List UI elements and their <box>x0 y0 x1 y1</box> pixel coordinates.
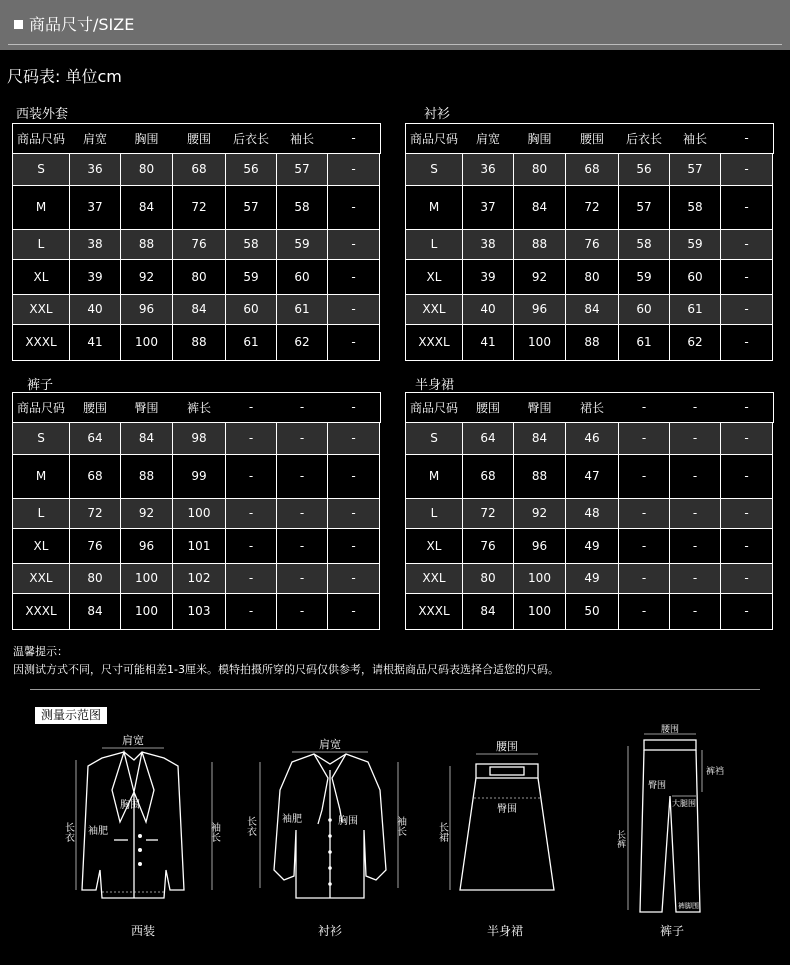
table-cell: 56 <box>619 153 670 185</box>
shirt-shoulder-label: 肩宽 <box>319 738 341 751</box>
table-row <box>13 593 380 629</box>
table-cell: 84 <box>70 593 121 629</box>
table-cell: 80 <box>70 563 121 593</box>
square-bullet-icon <box>14 20 23 29</box>
column-header: - <box>692 400 698 415</box>
table-cell: 88 <box>566 324 619 360</box>
table-row <box>13 454 380 498</box>
table-row <box>13 528 380 563</box>
table-cell: 99 <box>173 454 226 498</box>
table-cell: 84 <box>173 294 226 324</box>
table-cell: 84 <box>121 185 173 229</box>
shirt-chest-label: 胸围 <box>338 816 358 827</box>
table-cell: - <box>277 422 328 454</box>
pants-rise-label: 裤裆 <box>706 767 725 777</box>
table-cell: 72 <box>566 185 619 229</box>
table-cell: 58 <box>277 185 328 229</box>
table-cell: 60 <box>619 294 670 324</box>
caption-suit: 西装 <box>131 924 156 938</box>
table-cell: - <box>328 454 380 498</box>
table-cell: 80 <box>566 259 619 294</box>
table-cell: 61 <box>670 294 721 324</box>
pants-hip-label: 臀围 <box>648 781 667 791</box>
table-cell: - <box>670 454 721 498</box>
table-cell: 100 <box>514 593 566 629</box>
table-cell: 84 <box>121 422 173 454</box>
table-cell: 96 <box>514 528 566 563</box>
table-cell: 80 <box>514 153 566 185</box>
section-title-text: 商品尺寸/SIZE <box>29 15 135 34</box>
column-header: 肩宽 <box>475 131 500 146</box>
table-cell: 68 <box>566 153 619 185</box>
table-row <box>13 498 380 528</box>
table-cell: 60 <box>670 259 721 294</box>
table-cell: - <box>670 528 721 563</box>
table-cell: 96 <box>121 528 173 563</box>
pants-hem-label: 裤脚围 <box>678 902 699 910</box>
table-cell: 57 <box>277 153 328 185</box>
table-cell: 61 <box>619 324 670 360</box>
table-cell: - <box>226 563 277 593</box>
size-chart-subtitle: 尺码表: 单位cm <box>7 67 122 86</box>
table-cell: - <box>619 498 670 528</box>
table-cell: - <box>619 454 670 498</box>
table-cell: - <box>619 563 670 593</box>
column-header: 肩宽 <box>82 131 107 146</box>
shirt-sleeve-label: 袖长 <box>394 816 406 836</box>
table-cell: 50 <box>566 593 619 629</box>
table-cell: - <box>328 229 380 259</box>
table-cell: 88 <box>121 454 173 498</box>
table-cell: 36 <box>70 153 121 185</box>
table-cell: 38 <box>70 229 121 259</box>
size-cell: M <box>406 454 463 498</box>
column-header: 后衣长 <box>232 131 269 146</box>
tips-text: 因测试方式不同，尺寸可能相差1-3厘米。模特拍摄所穿的尺码仅供参考，请根据商品尺码表选择合适您的尺码。 <box>13 663 559 676</box>
table-cell: - <box>670 563 721 593</box>
column-header: 商品尺码 <box>16 131 65 146</box>
table-cell: - <box>328 528 380 563</box>
table-cell: 37 <box>70 185 121 229</box>
table-cell: 100 <box>514 324 566 360</box>
tips-title: 温馨提示： <box>13 645 68 658</box>
table-row <box>406 454 773 498</box>
table-row <box>13 563 380 593</box>
table-cell: 96 <box>514 294 566 324</box>
suit-shoulder-label: 肩宽 <box>122 734 144 747</box>
table-cell: - <box>721 294 773 324</box>
table-cell: 92 <box>121 259 173 294</box>
size-cell: XXL <box>406 563 463 593</box>
size-table-skirt <box>405 393 773 630</box>
column-header: - <box>744 400 749 415</box>
table-cell: 100 <box>121 324 173 360</box>
column-header: - <box>299 400 305 415</box>
table-header-row <box>13 393 380 422</box>
table-row <box>13 259 380 294</box>
size-table-shirt <box>405 124 773 361</box>
suit-sleeve-label: 袖长 <box>208 822 220 842</box>
table-cell: - <box>328 294 380 324</box>
table-cell: 59 <box>277 229 328 259</box>
table-cell: 68 <box>463 454 514 498</box>
table-row <box>13 294 380 324</box>
column-header: - <box>351 131 356 146</box>
size-cell: XXL <box>13 563 70 593</box>
table-row <box>406 498 773 528</box>
column-header: - <box>351 400 356 415</box>
caption-shirt: 衬衫 <box>318 924 343 938</box>
table-cell: 64 <box>70 422 121 454</box>
column-header: 袖长 <box>289 131 314 146</box>
table-cell: 57 <box>670 153 721 185</box>
table-cell: - <box>670 498 721 528</box>
table-cell: - <box>328 153 380 185</box>
table-cell: 58 <box>619 229 670 259</box>
shirt-arm-label: 袖肥 <box>282 814 302 825</box>
table-cell: 100 <box>121 563 173 593</box>
column-header: 商品尺码 <box>16 400 65 415</box>
table-cell: 59 <box>226 259 277 294</box>
table-cell: 72 <box>463 498 514 528</box>
table-cell: 88 <box>514 454 566 498</box>
column-header: - <box>641 400 647 415</box>
suit-length-label: 长衣 <box>62 822 74 842</box>
column-header: 商品尺码 <box>409 400 458 415</box>
table-cell: - <box>226 454 277 498</box>
column-header: 裤长 <box>186 400 211 415</box>
table-cell: 47 <box>566 454 619 498</box>
size-cell: XXXL <box>406 324 463 360</box>
suit-measurement-figure <box>62 730 232 910</box>
table-row <box>13 422 380 454</box>
table-cell: 59 <box>619 259 670 294</box>
table-row <box>406 593 773 629</box>
table-cell: 84 <box>463 593 514 629</box>
diagram-legend: 测量示范图 <box>35 707 107 724</box>
table-cell: 72 <box>173 185 226 229</box>
table-cell: 80 <box>173 259 226 294</box>
table-cell: - <box>721 422 773 454</box>
column-header: - <box>248 400 254 415</box>
table-cell: 68 <box>173 153 226 185</box>
skirt-hip-label: 臀围 <box>497 804 517 815</box>
table-cell: 92 <box>514 259 566 294</box>
table-cell: - <box>277 563 328 593</box>
table-row <box>406 422 773 454</box>
table-cell: - <box>277 593 328 629</box>
table-label-pants: 裤子 <box>27 378 54 393</box>
table-row <box>406 259 773 294</box>
shirt-length-label: 长衣 <box>244 816 256 836</box>
table-row <box>13 229 380 259</box>
table-cell: - <box>226 593 277 629</box>
table-cell: - <box>619 593 670 629</box>
size-cell: XXXL <box>13 324 70 360</box>
table-cell: 57 <box>619 185 670 229</box>
table-cell: - <box>328 259 380 294</box>
column-header: 腰围 <box>82 400 107 415</box>
table-cell: 38 <box>463 229 514 259</box>
table-row <box>406 563 773 593</box>
table-cell: - <box>328 563 380 593</box>
table-cell: 41 <box>70 324 121 360</box>
table-cell: - <box>328 593 380 629</box>
column-header: - <box>744 131 749 146</box>
column-header: 裙长 <box>579 400 604 415</box>
skirt-waist-label: 腰围 <box>496 740 518 753</box>
table-row <box>13 324 380 360</box>
size-table-suit <box>12 124 380 361</box>
table-cell: - <box>721 454 773 498</box>
table-cell: - <box>721 563 773 593</box>
size-cell: L <box>406 498 463 528</box>
table-cell: 103 <box>173 593 226 629</box>
column-header: 臀围 <box>527 400 552 415</box>
table-cell: - <box>226 422 277 454</box>
size-cell: S <box>406 153 463 185</box>
size-cell: S <box>13 153 70 185</box>
size-cell: L <box>13 229 70 259</box>
skirt-measurement-figure <box>436 730 570 910</box>
suit-arm-label: 袖肥 <box>88 826 108 837</box>
table-label-skirt: 半身裙 <box>415 378 455 393</box>
table-row <box>406 528 773 563</box>
table-cell: 76 <box>566 229 619 259</box>
table-cell: - <box>670 593 721 629</box>
size-cell: XXXL <box>13 593 70 629</box>
column-header: 腰围 <box>475 400 500 415</box>
table-cell: 60 <box>277 259 328 294</box>
table-cell: - <box>721 593 773 629</box>
table-cell: - <box>328 498 380 528</box>
table-cell: - <box>721 259 773 294</box>
table-cell: 92 <box>121 498 173 528</box>
table-cell: - <box>670 422 721 454</box>
table-header-row <box>13 124 380 153</box>
size-cell: XL <box>13 528 70 563</box>
table-row <box>406 229 773 259</box>
table-cell: - <box>619 422 670 454</box>
table-cell: 48 <box>566 498 619 528</box>
size-cell: M <box>13 454 70 498</box>
table-cell: - <box>721 185 773 229</box>
table-cell: 100 <box>173 498 226 528</box>
table-cell: 49 <box>566 563 619 593</box>
shirt-measurement-figure <box>240 730 420 910</box>
table-cell: 100 <box>121 593 173 629</box>
size-cell: M <box>406 185 463 229</box>
column-header: 商品尺码 <box>409 131 458 146</box>
table-cell: 80 <box>463 563 514 593</box>
size-cell: XXL <box>406 294 463 324</box>
size-cell: XL <box>406 528 463 563</box>
table-cell: 46 <box>566 422 619 454</box>
column-header: 腰围 <box>186 131 211 146</box>
table-cell: 92 <box>514 498 566 528</box>
column-header: 胸围 <box>134 131 159 146</box>
table-cell: - <box>277 454 328 498</box>
size-cell: M <box>13 185 70 229</box>
header-divider <box>8 44 782 45</box>
table-cell: 40 <box>70 294 121 324</box>
table-cell: 101 <box>173 528 226 563</box>
table-cell: 76 <box>173 229 226 259</box>
size-cell: XL <box>13 259 70 294</box>
table-cell: 76 <box>463 528 514 563</box>
table-cell: 39 <box>70 259 121 294</box>
table-cell: 88 <box>173 324 226 360</box>
table-cell: 58 <box>226 229 277 259</box>
table-row <box>406 294 773 324</box>
section-header <box>0 0 790 50</box>
table-cell: 84 <box>566 294 619 324</box>
size-cell: XL <box>406 259 463 294</box>
table-row <box>406 324 773 360</box>
table-cell: 62 <box>277 324 328 360</box>
table-cell: - <box>721 153 773 185</box>
table-row <box>406 185 773 229</box>
column-header: 袖长 <box>682 131 707 146</box>
table-cell: 57 <box>226 185 277 229</box>
column-header: 后衣长 <box>625 131 662 146</box>
table-cell: - <box>226 498 277 528</box>
skirt-length-label: 长裙 <box>436 822 448 842</box>
size-cell: L <box>406 229 463 259</box>
table-cell: 88 <box>121 229 173 259</box>
table-cell: 49 <box>566 528 619 563</box>
table-cell: 56 <box>226 153 277 185</box>
table-cell: - <box>721 324 773 360</box>
section-title <box>14 12 134 35</box>
size-table-pants <box>12 393 380 630</box>
table-cell: 60 <box>226 294 277 324</box>
table-cell: 61 <box>226 324 277 360</box>
table-cell: - <box>226 528 277 563</box>
table-cell: 62 <box>670 324 721 360</box>
table-row <box>406 153 773 185</box>
tips <box>13 643 559 679</box>
table-cell: 39 <box>463 259 514 294</box>
table-cell: - <box>277 528 328 563</box>
table-cell: - <box>328 324 380 360</box>
table-cell: 72 <box>70 498 121 528</box>
table-cell: 96 <box>121 294 173 324</box>
size-cell: XXXL <box>406 593 463 629</box>
table-cell: 68 <box>70 454 121 498</box>
table-cell: 58 <box>670 185 721 229</box>
table-cell: 76 <box>70 528 121 563</box>
pants-measurement-figure <box>615 725 730 916</box>
table-cell: 41 <box>463 324 514 360</box>
table-cell: 100 <box>514 563 566 593</box>
table-cell: - <box>277 498 328 528</box>
size-cell: S <box>13 422 70 454</box>
table-label-shirt: 衬衫 <box>424 107 451 122</box>
table-row <box>13 185 380 229</box>
caption-skirt: 半身裙 <box>487 924 524 938</box>
table-cell: 37 <box>463 185 514 229</box>
table-cell: - <box>721 498 773 528</box>
caption-pants: 裤子 <box>660 924 685 938</box>
table-cell: 80 <box>121 153 173 185</box>
table-cell: - <box>721 528 773 563</box>
table-header-row <box>406 393 773 422</box>
table-cell: - <box>619 528 670 563</box>
table-cell: 102 <box>173 563 226 593</box>
table-cell: 84 <box>514 185 566 229</box>
table-cell: 61 <box>277 294 328 324</box>
table-cell: 98 <box>173 422 226 454</box>
table-cell: - <box>328 422 380 454</box>
table-cell: 64 <box>463 422 514 454</box>
table-cell: 84 <box>514 422 566 454</box>
suit-chest-label: 胸围 <box>120 800 140 811</box>
table-cell: 59 <box>670 229 721 259</box>
column-header: 腰围 <box>579 131 604 146</box>
size-cell: XXL <box>13 294 70 324</box>
table-cell: - <box>721 229 773 259</box>
size-cell: L <box>13 498 70 528</box>
pants-length-label: 长裤 <box>615 830 625 848</box>
pants-waist-label: 腰围 <box>660 725 680 735</box>
table-cell: - <box>328 185 380 229</box>
table-row <box>13 153 380 185</box>
table-cell: 36 <box>463 153 514 185</box>
table-header-row <box>406 124 773 153</box>
column-header: 臀围 <box>134 400 159 415</box>
table-label-suit: 西装外套 <box>16 107 69 122</box>
pants-thigh-label: 大腿围 <box>672 799 696 808</box>
table-cell: 88 <box>514 229 566 259</box>
table-cell: 40 <box>463 294 514 324</box>
divider <box>30 689 760 690</box>
size-cell: S <box>406 422 463 454</box>
column-header: 胸围 <box>527 131 552 146</box>
